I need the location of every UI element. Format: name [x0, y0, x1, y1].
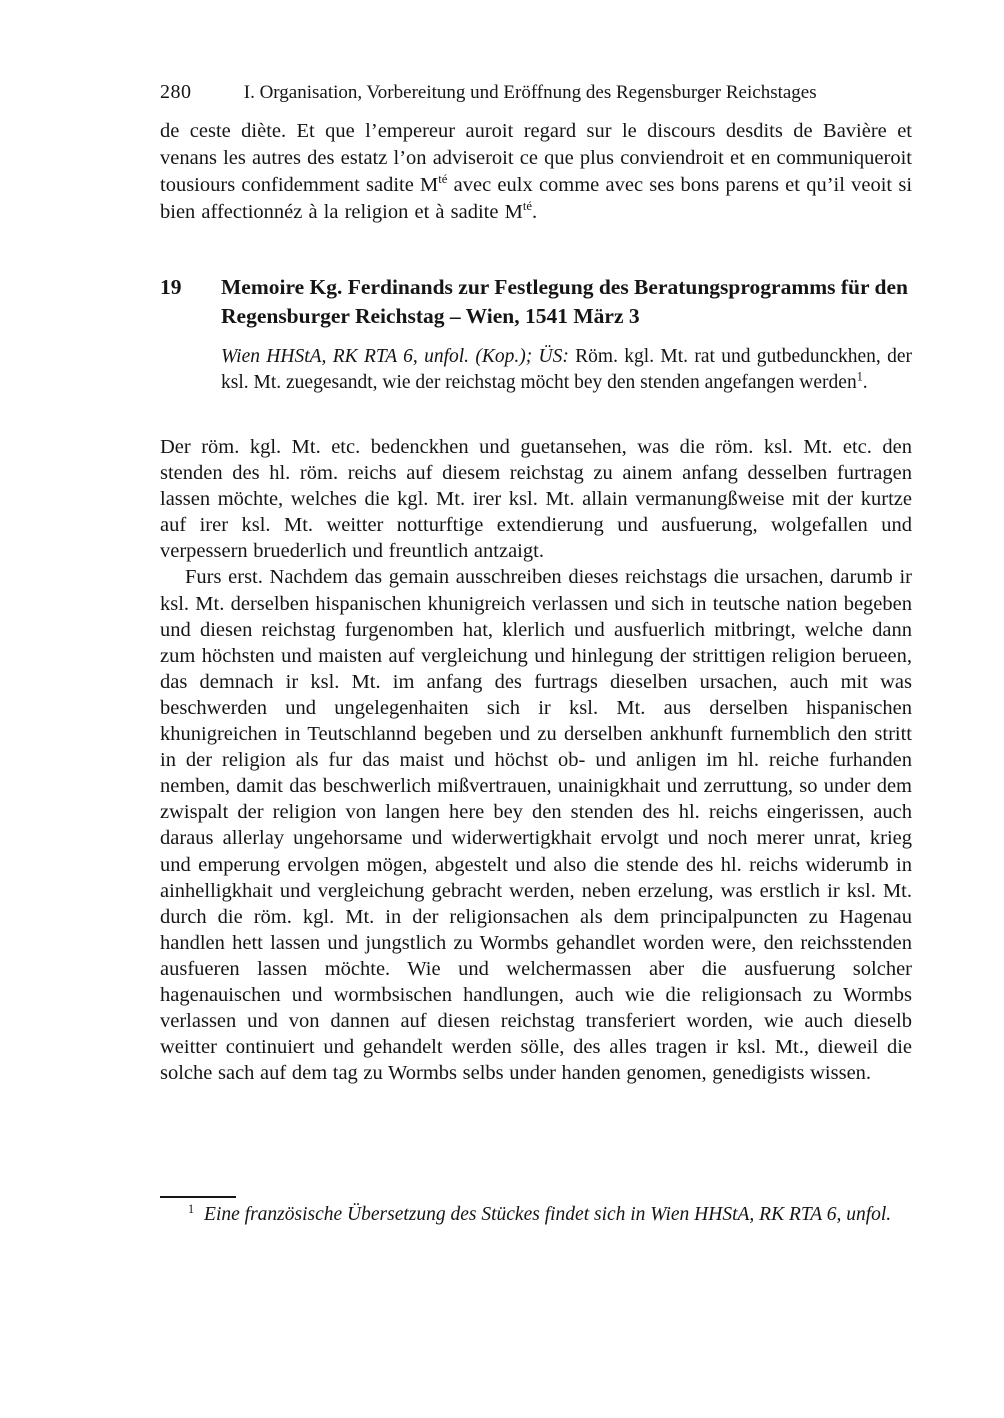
footnote-rule [160, 1196, 236, 1198]
document-body [160, 434, 912, 1086]
document-number: 19 [160, 275, 182, 299]
intro-text-3: . [531, 201, 538, 223]
body-paragraph-1: Der röm. kgl. Mt. etc. bedenckhen und guetansehen, was die röm. ksl. Mt. etc. den stenden des hl. röm. reichs auf diesem reichstag zu ainem anfang desselben furtragen lassen möchte, welches die kgl. Mt. irer ksl. Mt. allain vermanungßweise mit der kurtze auf irer ksl. Mt. weitter notturftige extendierung und ausfuerung, wolgefallen und verpessern bruederlich und freuntlich antzaigt. [160, 436, 912, 563]
source-note-archive: Wien HHStA, RK RTA 6, unfol. (Kop.); ÜS: [221, 346, 576, 367]
footnote-text: Eine französische Übersetzung des Stückes findet sich in Wien HHStA, RK RTA 6, unfol. [204, 1204, 892, 1225]
intro-superscript-2: té [522, 199, 532, 214]
source-note [221, 344, 912, 395]
body-paragraph-2: Furs erst. Nachdem das gemain ausschreiben dieses reichstags die ursachen, darumb ir ksl. Mt. derselben hispanischen khunigreich verlassen und sich in teutsche nation begeben und diesen reichstag furgenomben hat, klerlich und ausfuerlich mitbringt, welche dann zum höchsten und maisten auf vergleichung und hinlegung der strittigen religion berueen, das demnach ir ksl. Mt. im anfang des furtrags dieselben ursachen, auch mit was beschwerden und ungelegenhaiten sich ir ksl. Mt. aus derselben hispanischen khunigreichen in Teutschlannd begeben und zu derselben ankhunft furnemblich den stritt in der religion als fur das maist und höchst ob- und anligen im hl. reiche furhanden nemben, damit das beschwerlich mißvertrauen, unainigkhait und zerruttung, so under dem zwispalt der religion von langen here bey den stenden des hl. reichs eingerissen, auch daraus allerlay ungehorsame und widerwertigkhait ervolgt und noch merer unrat, krieg und emperung ervolgen mögen, abgestelt und also die stende des hl. reichs widerumb in ainhelligkhait und vergleichung gebracht werden, neben erzelung, was erstlich ir ksl. Mt. durch die röm. kgl. Mt. in der religionsachen als dem principalpuncten zu Hagenau handlen hett lassen und jungstlich zu Wormbs gehandlet worden were, den reichsstenden ausfueren lassen möchte. Wie und welchermassen aber die ausfuerung solcher hagenauischen und wormbsischen handlungen, auch wie die religionsach zu Wormbs verlassen und von dannen auf diesen reichstag transferiert worden, wie auch dieselb weitter continuiert und gehandelt werden sölle, des alles tragen ir ksl. Mt., dieweil die solche sach auf dem tag zu Wormbs selbs under handen genomen, genedigists wissen. [160, 566, 912, 1085]
intro-text-1: de ceste diète. Et que l’empereur auroit regard sur le discours desdits de Bavière et venans les autres des estatz l’on adviseroit ce que plus conviendroit et en communiqueroit tousiours confidemment sadite M [160, 120, 912, 196]
running-header-title: I. Organisation, Vorbereitung und Eröffnung des Regensburger Reichstages [243, 82, 817, 103]
source-note-footnote-ref: 1 [856, 369, 863, 383]
document-title: Memoire Kg. Ferdinands zur Festlegung des Beratungsprogramms für den Regensburger Reichstag – Wien, 1541 März 3 [221, 275, 908, 328]
source-note-period: . [862, 371, 868, 393]
running-header [160, 80, 910, 105]
footnote-marker: 1 [188, 1201, 195, 1216]
intro-text-2: avec eulx comme avec ses bons parens et qu’il veoit si bien affectionnéz à la religion et à sadite M [160, 174, 913, 223]
footnote [160, 1202, 912, 1228]
footnote-area [160, 1196, 912, 1228]
intro-superscript-1: té [438, 172, 448, 187]
source-note-summary: Röm. kgl. Mt. rat und gutbedunckhen, der ksl. Mt. zuegesandt, wie der reichstag möcht bey den stenden angefangen werden [221, 346, 912, 393]
page-number: 280 [160, 81, 192, 103]
document-heading [160, 273, 912, 331]
intro-paragraph [160, 118, 912, 226]
